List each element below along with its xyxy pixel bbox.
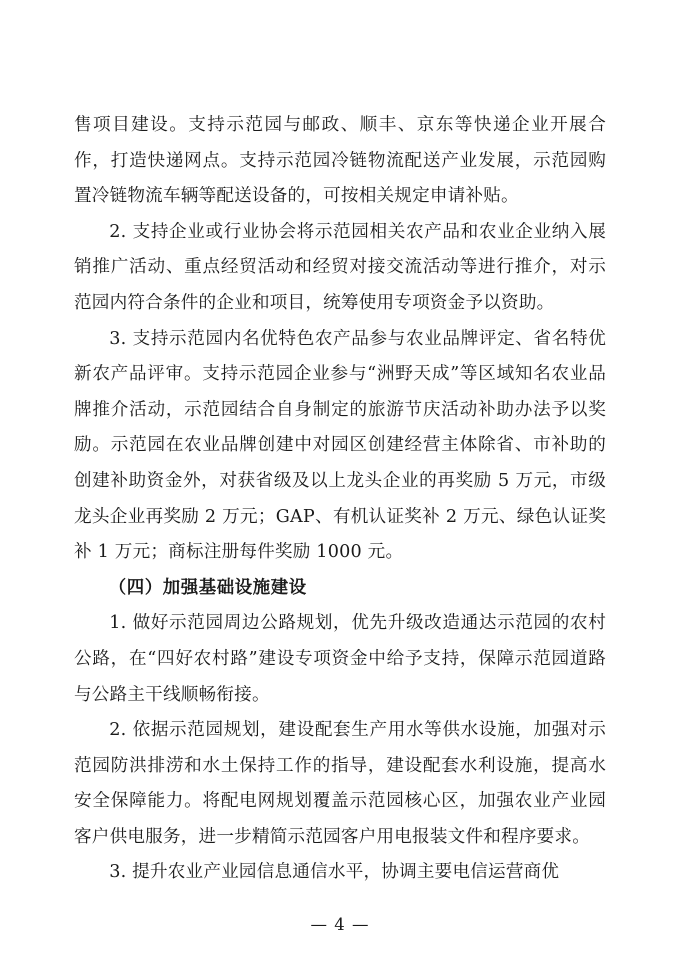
paragraph-item-2: 2. 支持企业或行业协会将示范园相关农产品和农业企业纳入展销推广活动、重点经贸活动和经贸对接交流活动等进行推介，对示范园内符合条件的企业和项目，统筹使用专项资金予以资助。: [74, 221, 606, 313]
paragraph-infra-item-3: 3. 提升农业产业园信息通信水平，协调主要电信运营商优: [109, 862, 560, 883]
section-heading-four: （四）加强基础设施建设: [108, 577, 307, 598]
paragraph-continuation: 售项目建设。支持示范园与邮政、顺丰、京东等快递企业开展合作，打造快递网点。支持示范园冷链物流配送产业发展，示范园购置冷链物流车辆等配送设备的，可按相关规定申请补贴。: [74, 115, 606, 207]
paragraph-infra-item-1: 1. 做好示范园周边公路规划，优先升级改造通达示范园的农村公路，在“四好农村路”建设专项资金中给予支持，保障示范园道路与公路主干线顺畅衔接。: [74, 613, 606, 705]
paragraph-item-3: 3. 支持示范园内名优特色农产品参与农业品牌评定、省名特优新农产品评审。支持示范园企业参与“洲野天成”等区域知名农业品牌推介活动，示范园结合自身制定的旅游节庆活动补助办法予以奖励。示范园在农业品牌创建中对园区创建经营主体除省、市补助的创建补助资金外，对获省级及以上龙头企业的再奖励 5 万元，市级龙头企业再奖励 2 万元；GAP、有机认证奖补 2 万元、绿色认证奖补 1 万元；商标注册每件奖励 1000 元。: [74, 328, 606, 563]
page-number: — 4 —: [310, 915, 370, 934]
paragraph-infra-item-2: 2. 依据示范园规划，建设配套生产用水等供水设施，加强对示范园防洪排涝和水土保持工作的指导，建设配套水利设施，提高水安全保障能力。将配电网规划覆盖示范园核心区，加强农业产业园客户供电服务，进一步精简示范园客户用电报装文件和程序要求。: [74, 720, 606, 847]
document-body: [74, 108, 606, 891]
